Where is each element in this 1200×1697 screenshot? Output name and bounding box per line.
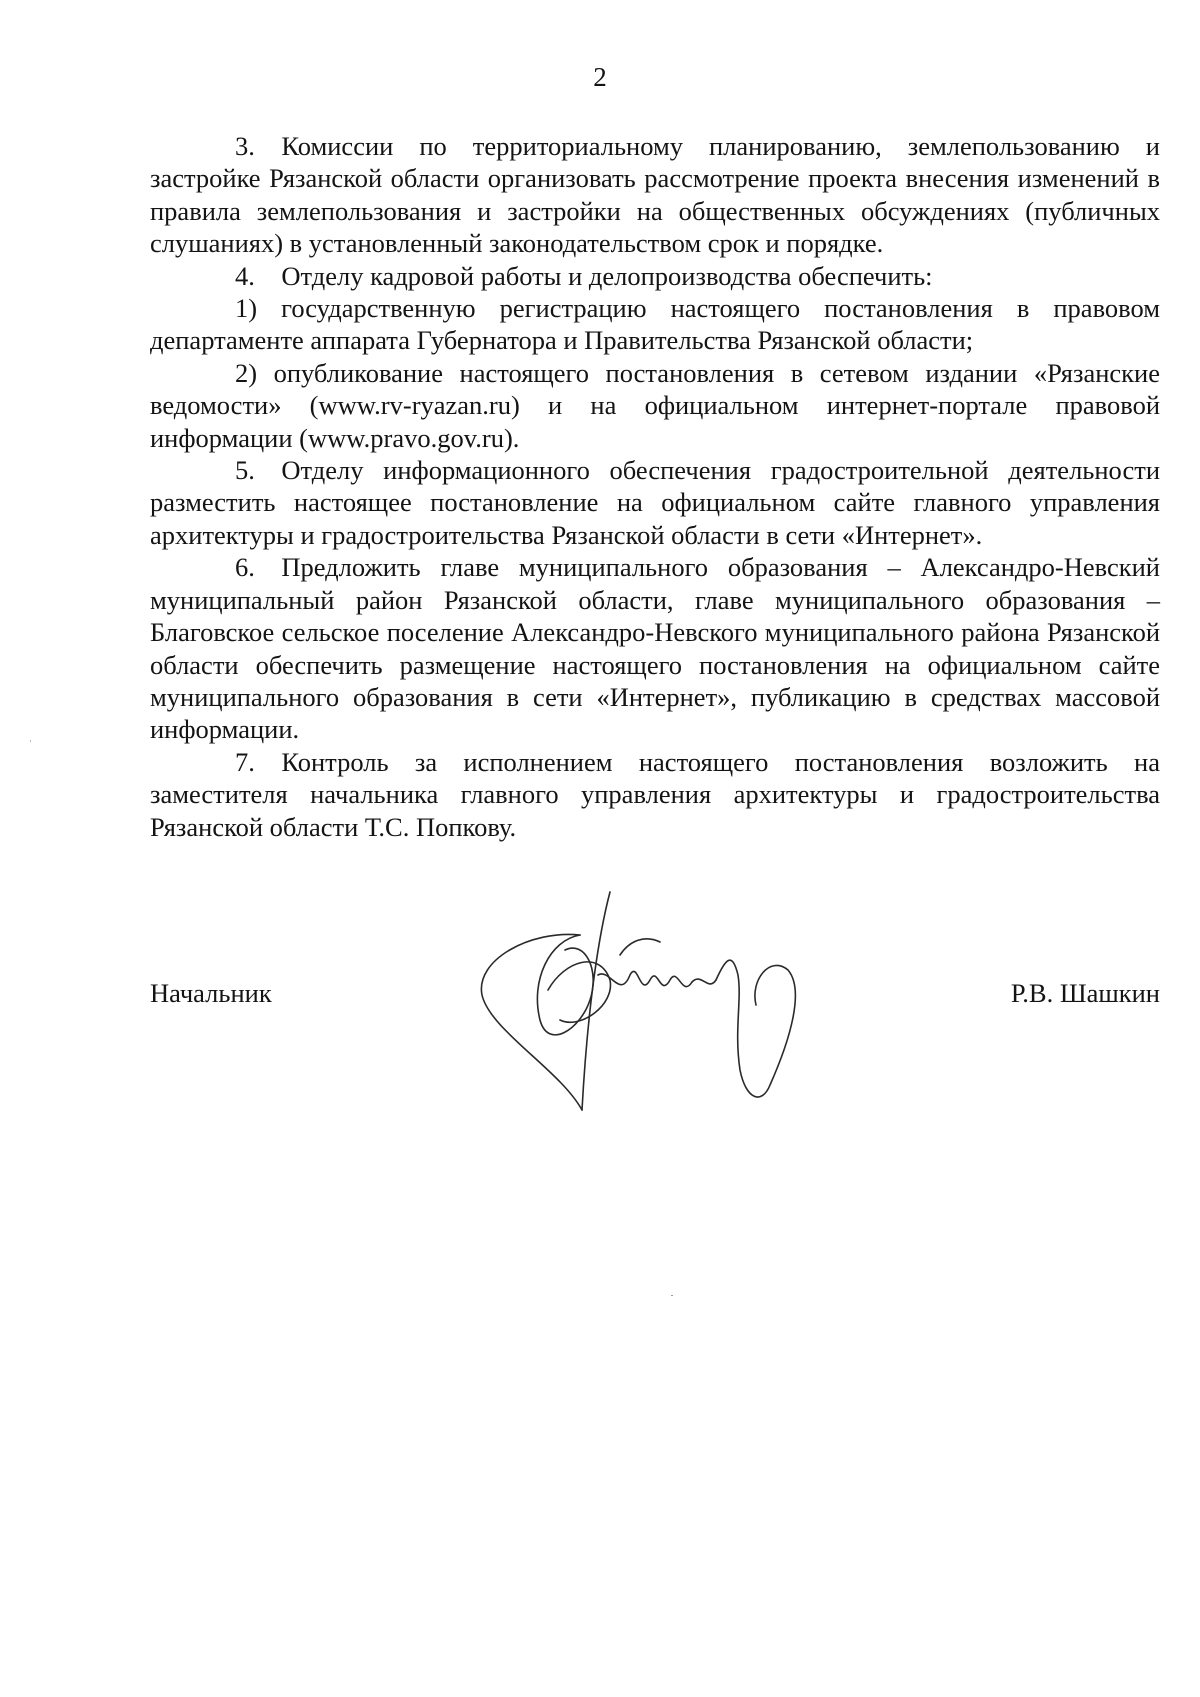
signer-name: Р.В. Шашкин	[1010, 978, 1160, 1008]
scan-artifact	[30, 740, 31, 742]
page-number: 2	[593, 62, 607, 92]
paragraph-5: 5. Отделу информационного обеспечения градостроительной деятельности разместить настоящее постановление на официальном сайте главного управления архитектуры и градостроительства Рязанской области в сети «Интернет».	[150, 455, 1160, 550]
paragraph-4-2: 2) опубликование настоящего постановления в сетевом издании «Рязанские ведомости» (www.rv-ryazan.ru) и на официальном интернет-портале правовой информации (www.pravo.gov.ru).	[150, 357, 1160, 453]
paragraph-4-1: 1) государственную регистрацию настоящего постановления в правовом департаменте аппарата Губернатора и Правительства Рязанской области;	[150, 293, 1160, 356]
signature-block	[150, 978, 1160, 1018]
paragraph-7: 7. Контроль за исполнением настоящего постановления возложить на заместителя начальника главного управления архитектуры и градостроительства Рязанской области Т.С. Попкову.	[150, 746, 1160, 842]
paragraph-3: 3. Комиссии по территориальному планированию, землепользованию и застройке Рязанской области организовать рассмотрение проекта внесения изменений в правила землепользования и застройки на общественных обсуждениях (публичных слушаниях) в установленный законодательством срок и порядке.	[150, 131, 1160, 259]
signer-position: Начальник	[150, 978, 272, 1008]
document-body	[150, 130, 1160, 843]
paragraph-4: 4. Отделу кадровой работы и делопроизводства обеспечить:	[235, 260, 933, 291]
scan-artifact	[671, 1295, 673, 1296]
paragraph-6: 6. Предложить главе муниципального образования – Александро-Невский муниципальный район Рязанской области, главе муниципального образования – Благовское сельское поселение Александро-Невского муниципального района Рязанской области обеспечить размещение настоящего постановления на официальном сайте муниципального образования в сети «Интернет», публикацию в средствах массовой информации.	[150, 552, 1160, 745]
